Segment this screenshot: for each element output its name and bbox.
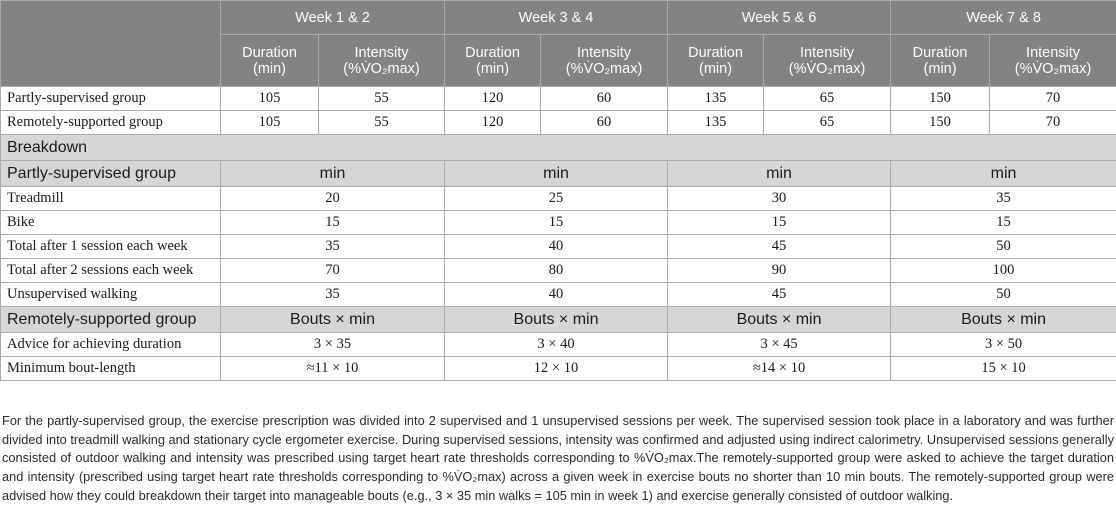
table-cell: 15 [668, 211, 891, 235]
duration-header-unit: (min) [476, 60, 510, 77]
table-cell: 3 × 40 [445, 333, 668, 357]
unit-header: min [445, 161, 668, 187]
table-cell: 135 [668, 111, 764, 135]
table-row [1, 87, 1116, 111]
intensity-header-unit: (%V̇O₂max) [565, 60, 643, 77]
row-label: Minimum bout-length [1, 357, 221, 381]
breakdown-heading: Breakdown [1, 135, 1116, 161]
section-title: Remotely-supported group [1, 307, 221, 333]
duration-header [668, 35, 764, 87]
table-cell: 65 [764, 111, 891, 135]
table-cell: 35 [891, 187, 1116, 211]
intensity-header-unit: (%V̇O₂max) [343, 60, 420, 77]
row-label: Bike [1, 211, 221, 235]
footnote-text: For the partly-supervised group, the exercise prescription was divided into 2 supervised and 1 unsupervised sessions per week. The supervised session took place in a laboratory and was further divided into treadmill walking and stationary cycle ergometer exercise. During supervised sessions, intensity was confirmed and adjusted using indirect calorimetry. Unsupervised sessions generally consisted of outdoor walking and intensity was prescribed using target heart rate thresholds corresponding to %V̇O₂max.The remotely-supported group were asked to achieve the target duration and intensity (prescribed using target heart rate thresholds corresponding to %V̇O₂max) across a given week in exercise bouts no shorter than 10 min bouts. The remotely-supported group were advised how they could breakdown their target into manageable bouts (e.g., 3 × 35 min walks = 105 min in week 1) and exercise generally consisted of outdoor walking. [2, 413, 1114, 503]
week-header: Week 5 & 6 [668, 1, 891, 35]
table-cell: 50 [891, 235, 1116, 259]
table-cell: 45 [668, 283, 891, 307]
row-label: Advice for achieving duration [1, 333, 221, 357]
duration-header-unit: (min) [252, 60, 287, 77]
duration-header [445, 35, 541, 87]
row-label: Total after 1 session each week [1, 235, 221, 259]
intensity-header-label: Intensity [577, 44, 632, 61]
table-row [1, 357, 1116, 381]
unit-header: Bouts × min [668, 307, 891, 333]
intensity-header [990, 35, 1116, 87]
unit-header: min [891, 161, 1116, 187]
table-cell: 80 [445, 259, 668, 283]
table-cell: 105 [221, 111, 319, 135]
table-row [1, 259, 1116, 283]
duration-header-label: Duration [242, 44, 297, 61]
table-cell: 90 [668, 259, 891, 283]
duration-header-unit: (min) [699, 60, 733, 77]
table-row [1, 187, 1116, 211]
header-week-row [1, 1, 1116, 35]
table-footnote [2, 412, 1114, 506]
table-cell: ≈14 × 10 [668, 357, 891, 381]
week-header: Week 3 & 4 [445, 1, 668, 35]
table-cell: 15 [221, 211, 445, 235]
partly-section-header [1, 161, 1116, 187]
table-cell: 120 [445, 87, 541, 111]
table-cell: 70 [221, 259, 445, 283]
unit-header: min [221, 161, 445, 187]
table-cell: 3 × 35 [221, 333, 445, 357]
table-cell: 50 [891, 283, 1116, 307]
table-row [1, 283, 1116, 307]
duration-header-label: Duration [912, 44, 968, 61]
table-cell: 120 [445, 111, 541, 135]
row-label: Treadmill [1, 187, 221, 211]
table-cell: 55 [319, 87, 445, 111]
table-cell: 15 × 10 [891, 357, 1116, 381]
section-title: Partly-supervised group [1, 161, 221, 187]
table-cell: 150 [891, 87, 990, 111]
duration-header-label: Duration [688, 44, 743, 61]
table-cell: 20 [221, 187, 445, 211]
table-cell: 35 [221, 235, 445, 259]
table-cell: 150 [891, 111, 990, 135]
intensity-header-label: Intensity [354, 44, 409, 61]
intensity-header [764, 35, 891, 87]
unit-header: Bouts × min [445, 307, 668, 333]
intensity-header-unit: (%V̇O₂max) [1014, 60, 1092, 77]
header-corner [1, 1, 221, 87]
table-cell: 12 × 10 [445, 357, 668, 381]
table-cell: 55 [319, 111, 445, 135]
duration-header [891, 35, 990, 87]
table-row [1, 111, 1116, 135]
row-label: Partly-supervised group [1, 87, 221, 111]
breakdown-row [1, 135, 1116, 161]
table-cell: 60 [541, 111, 668, 135]
table-cell: ≈11 × 10 [221, 357, 445, 381]
intensity-header-label: Intensity [800, 44, 855, 61]
table-row [1, 211, 1116, 235]
table-cell: 70 [990, 111, 1116, 135]
table-cell: 3 × 50 [891, 333, 1116, 357]
unit-header: min [668, 161, 891, 187]
table-cell: 60 [541, 87, 668, 111]
table-cell: 70 [990, 87, 1116, 111]
table-cell: 30 [668, 187, 891, 211]
table-cell: 3 × 45 [668, 333, 891, 357]
week-header: Week 1 & 2 [221, 1, 445, 35]
table-cell: 65 [764, 87, 891, 111]
duration-header [221, 35, 319, 87]
duration-header-unit: (min) [923, 60, 957, 77]
table-cell: 15 [891, 211, 1116, 235]
table-cell: 105 [221, 87, 319, 111]
table-cell: 35 [221, 283, 445, 307]
week-header: Week 7 & 8 [891, 1, 1116, 35]
intensity-header-label: Intensity [1026, 44, 1081, 61]
unit-header: Bouts × min [221, 307, 445, 333]
row-label: Remotely-supported group [1, 111, 221, 135]
row-label: Unsupervised walking [1, 283, 221, 307]
table-cell: 135 [668, 87, 764, 111]
table-cell: 15 [445, 211, 668, 235]
table-row [1, 333, 1116, 357]
intensity-header-unit: (%V̇O₂max) [788, 60, 866, 77]
table-cell: 45 [668, 235, 891, 259]
remote-section-header [1, 307, 1116, 333]
table-cell: 25 [445, 187, 668, 211]
table-cell: 40 [445, 283, 668, 307]
table-cell: 100 [891, 259, 1116, 283]
unit-header: Bouts × min [891, 307, 1116, 333]
intensity-header [541, 35, 668, 87]
table-row [1, 235, 1116, 259]
table-cell: 40 [445, 235, 668, 259]
duration-header-label: Duration [465, 44, 520, 61]
row-label: Total after 2 sessions each week [1, 259, 221, 283]
intensity-header [319, 35, 445, 87]
